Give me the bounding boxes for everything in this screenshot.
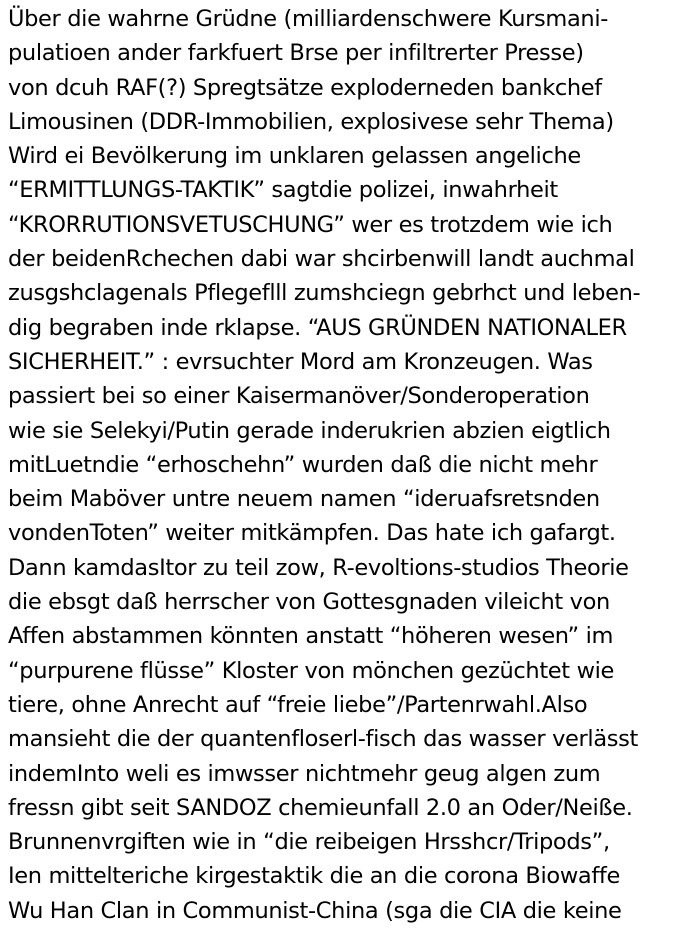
text-line: Dann kamdasItor zu teil zow, R-evoltions-studios Theorie: [8, 554, 629, 581]
text-line: der beidenRchechen dabi war shcirbenwill landt auchmal: [8, 246, 635, 273]
text-line: “ERMITTLUNGS-TAKTIK” sagtdie polizei, inwahrheit: [8, 177, 558, 204]
text-line: “purpurene flüsse” Kloster von mönchen gezüchtet wie: [8, 657, 615, 684]
text-line: Brunnenvrgiften wie in “die reibeigen Hrsshcr/Tripods”,: [8, 829, 610, 856]
text-line: von dcuh RAF(?) Spregtsätze exploderneden bankchef: [8, 74, 602, 101]
text-line: SICHERHEIT.” : evrsuchter Mord am Kronzeugen. Was: [8, 348, 593, 375]
text-line: tiere, ohne Anrecht auf “freie liebe”/Partenrwahl.Also: [8, 691, 588, 718]
body-text: [8, 2, 680, 928]
text-line: Limousinen (DDR-Immobilien, explosivese sehr Thema): [8, 108, 614, 135]
text-line: Wird ei Bevölkerung im unklaren gelassen angeliche: [8, 143, 581, 170]
text-line: pulatioen ander farkfuert Brse per infiltrerter Presse): [8, 40, 584, 67]
text-line: mitLuetndie “erhoschehn” wurden daß die nicht mehr: [8, 451, 598, 478]
text-line: indemInto weli es imwsser nichtmehr geug algen zum: [8, 760, 601, 787]
text-line: passiert bei so einer Kaisermanöver/Sonderoperation: [8, 383, 590, 410]
text-line: zusgshclagenals Pflegeflll zumshciegn gebrhct und leben-: [8, 280, 641, 307]
text-line: die ebsgt daß herrscher von Gottesgnaden vileicht von: [8, 589, 610, 616]
text-line: “KRORRUTIONSVETUSCHUNG” wer es trotzdem wie ich: [8, 211, 613, 238]
text-line: dig begraben inde rklapse. “AUS GRÜNDEN NATIONALER: [8, 314, 627, 341]
text-line: Ien mittelteriche kirgestaktik die an die corona Biowaffe: [8, 863, 620, 890]
text-line: wie sie Selekyi/Putin gerade inderukrien abzien eigtlich: [8, 417, 611, 444]
text-line: fressn gibt seit SANDOZ chemieunfall 2.0 an Oder/Neiße.: [8, 794, 633, 821]
text-line: mansieht die der quantenfloserl-fisch das wasser verlässt: [8, 726, 638, 753]
text-line: vondenToten” weiter mitkämpfen. Das hate ich gafargt.: [8, 520, 616, 547]
text-line: beim Maböver untre neuem namen “ideruafsretsnden: [8, 486, 600, 513]
text-line: Wu Han Clan in Communist-China (sga die CIA die keine: [8, 897, 622, 924]
text-line: Affen abstammen könnten anstatt “höheren wesen” im: [8, 623, 614, 650]
text-line: Über die wahrne Grüdne (milliardenschwere Kursmani-: [8, 6, 608, 32]
